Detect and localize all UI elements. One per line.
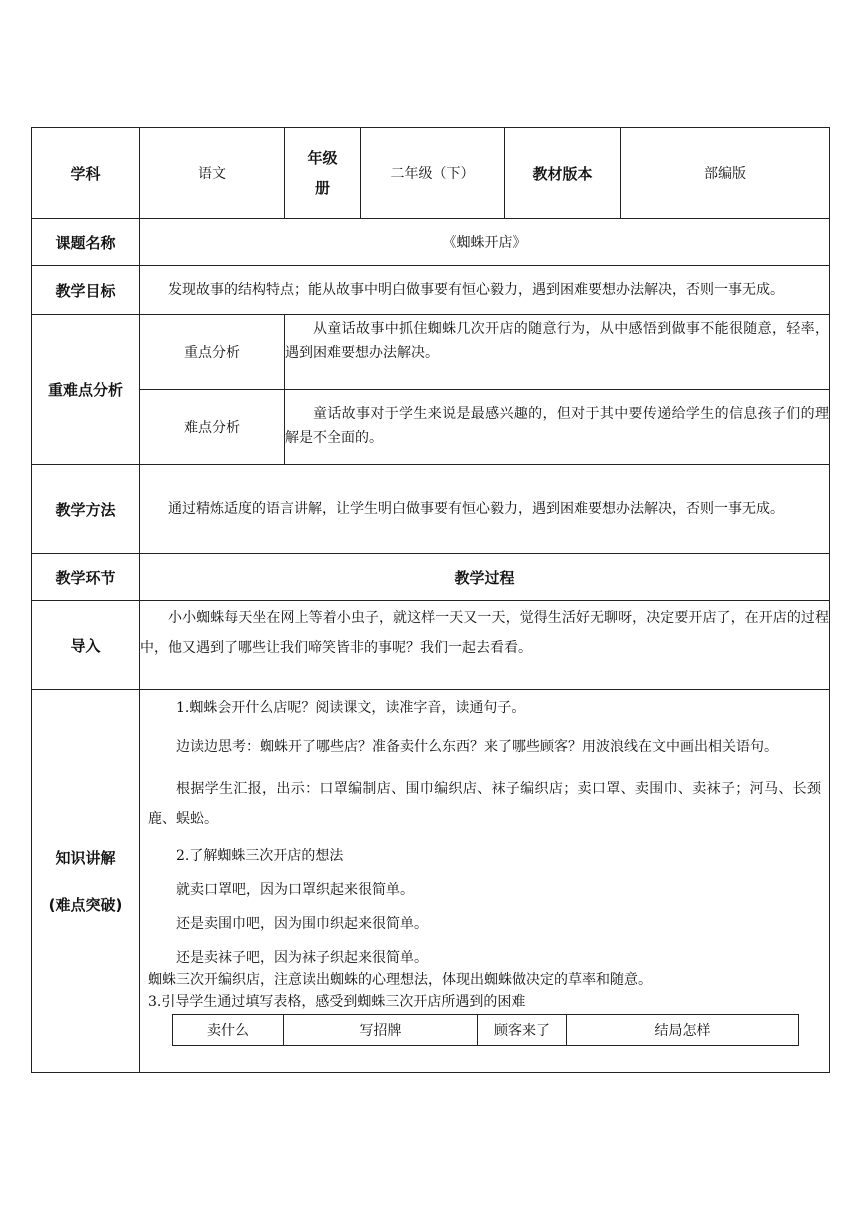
analysis-label: 重难点分析 (32, 315, 140, 465)
key-analysis-text: 从童话故事中抓住蜘蛛几次开店的随意行为，从中感悟到做事不能很随意，轻率，遇到困难要想办法解决。 (285, 315, 830, 390)
knowledge-label-line2: (难点突破) (48, 896, 123, 914)
knowledge-paragraph-1: 1.蜘蛛会开什么店呢？阅读课文，读准字音，读通句子。 (176, 700, 526, 716)
intro-row (32, 601, 830, 690)
knowledge-label (32, 690, 140, 1073)
process-header-row (32, 554, 830, 601)
grade-value: 二年级（下） (361, 128, 505, 219)
difficult-analysis-row (32, 390, 830, 465)
process-label: 教学过程 (140, 554, 830, 601)
knowledge-paragraph-6: 还是卖围巾吧，因为围巾织起来很简单。 (176, 916, 428, 932)
intro-text: 小小蜘蛛每天坐在网上等着小虫子，就这样一天又一天，觉得生活好无聊呀，决定要开店了，在开店的过程中，他又遇到了哪些让我们啼笑皆非的事呢？我们一起去看看。 (140, 601, 830, 690)
knowledge-paragraph-7: 还是卖袜子吧，因为袜子织起来很简单。 (176, 950, 428, 966)
subject-label: 学科 (32, 128, 140, 219)
table-header-customer: 顾客来了 (478, 1015, 567, 1046)
intro-label: 导入 (32, 601, 140, 690)
knowledge-row (32, 690, 830, 1073)
knowledge-paragraph-8: 蜘蛛三次开编织店，注意读出蜘蛛的心理想法，体现出蜘蛛做决定的草率和随意。 (148, 972, 652, 988)
knowledge-paragraph-9: 3.引导学生通过填写表格，感受到蜘蛛三次开店所遇到的困难 (148, 994, 526, 1010)
difficult-analysis-label: 难点分析 (140, 390, 285, 465)
edition-value: 部编版 (621, 128, 830, 219)
grade-label-line1: 年级 (307, 149, 338, 167)
knowledge-paragraph-3: 根据学生汇报，出示：口罩编制店、围巾编织店、袜子编织店；卖口罩、卖围巾、卖袜子；河马、长颈鹿、蜈蚣。 (148, 781, 821, 827)
knowledge-paragraph-5: 就卖口罩吧，因为口罩织起来很简单。 (176, 882, 414, 898)
knowledge-label-line1: 知识讲解 (55, 849, 116, 867)
spider-shop-table (172, 1014, 799, 1046)
lesson-plan-table (31, 127, 830, 1073)
goal-text: 发现故事的结构特点；能从故事中明白做事要有恒心毅力，遇到困难要想办法解决，否则一事无成。 (140, 266, 830, 315)
table-header-outcome: 结局怎样 (567, 1015, 799, 1046)
table-header-what-to-sell: 卖什么 (173, 1015, 284, 1046)
lesson-title-label: 课题名称 (32, 219, 140, 266)
method-row (32, 465, 830, 554)
grade-label-line2: 册 (314, 179, 330, 197)
stage-label: 教学环节 (32, 554, 140, 601)
difficult-analysis-text: 童话故事对于学生来说是最感兴趣的，但对于其中要传递给学生的信息孩子们的理解是不全面的。 (285, 390, 830, 465)
grade-label (285, 128, 361, 219)
goal-row (32, 266, 830, 315)
goal-label: 教学目标 (32, 266, 140, 315)
knowledge-paragraph-2: 边读边思考：蜘蛛开了哪些店？准备卖什么东西？来了哪些顾客？用波浪线在文中画出相关语句。 (176, 739, 778, 755)
key-analysis-label: 重点分析 (140, 315, 285, 390)
key-analysis-row (32, 315, 830, 390)
lesson-title-value: 《蜘蛛开店》 (140, 219, 830, 266)
subject-value: 语文 (140, 128, 285, 219)
spider-shop-table-header (173, 1015, 799, 1046)
table-header-sign: 写招牌 (284, 1015, 478, 1046)
knowledge-content (140, 690, 830, 1073)
lesson-title-row (32, 219, 830, 266)
method-text: 通过精炼适度的语言讲解，让学生明白做事要有恒心毅力，遇到困难要想办法解决，否则一事无成。 (140, 465, 830, 554)
header-row (32, 128, 830, 219)
knowledge-paragraph-4: 2.了解蜘蛛三次开店的想法 (176, 848, 344, 864)
method-label: 教学方法 (32, 465, 140, 554)
edition-label: 教材版本 (505, 128, 621, 219)
